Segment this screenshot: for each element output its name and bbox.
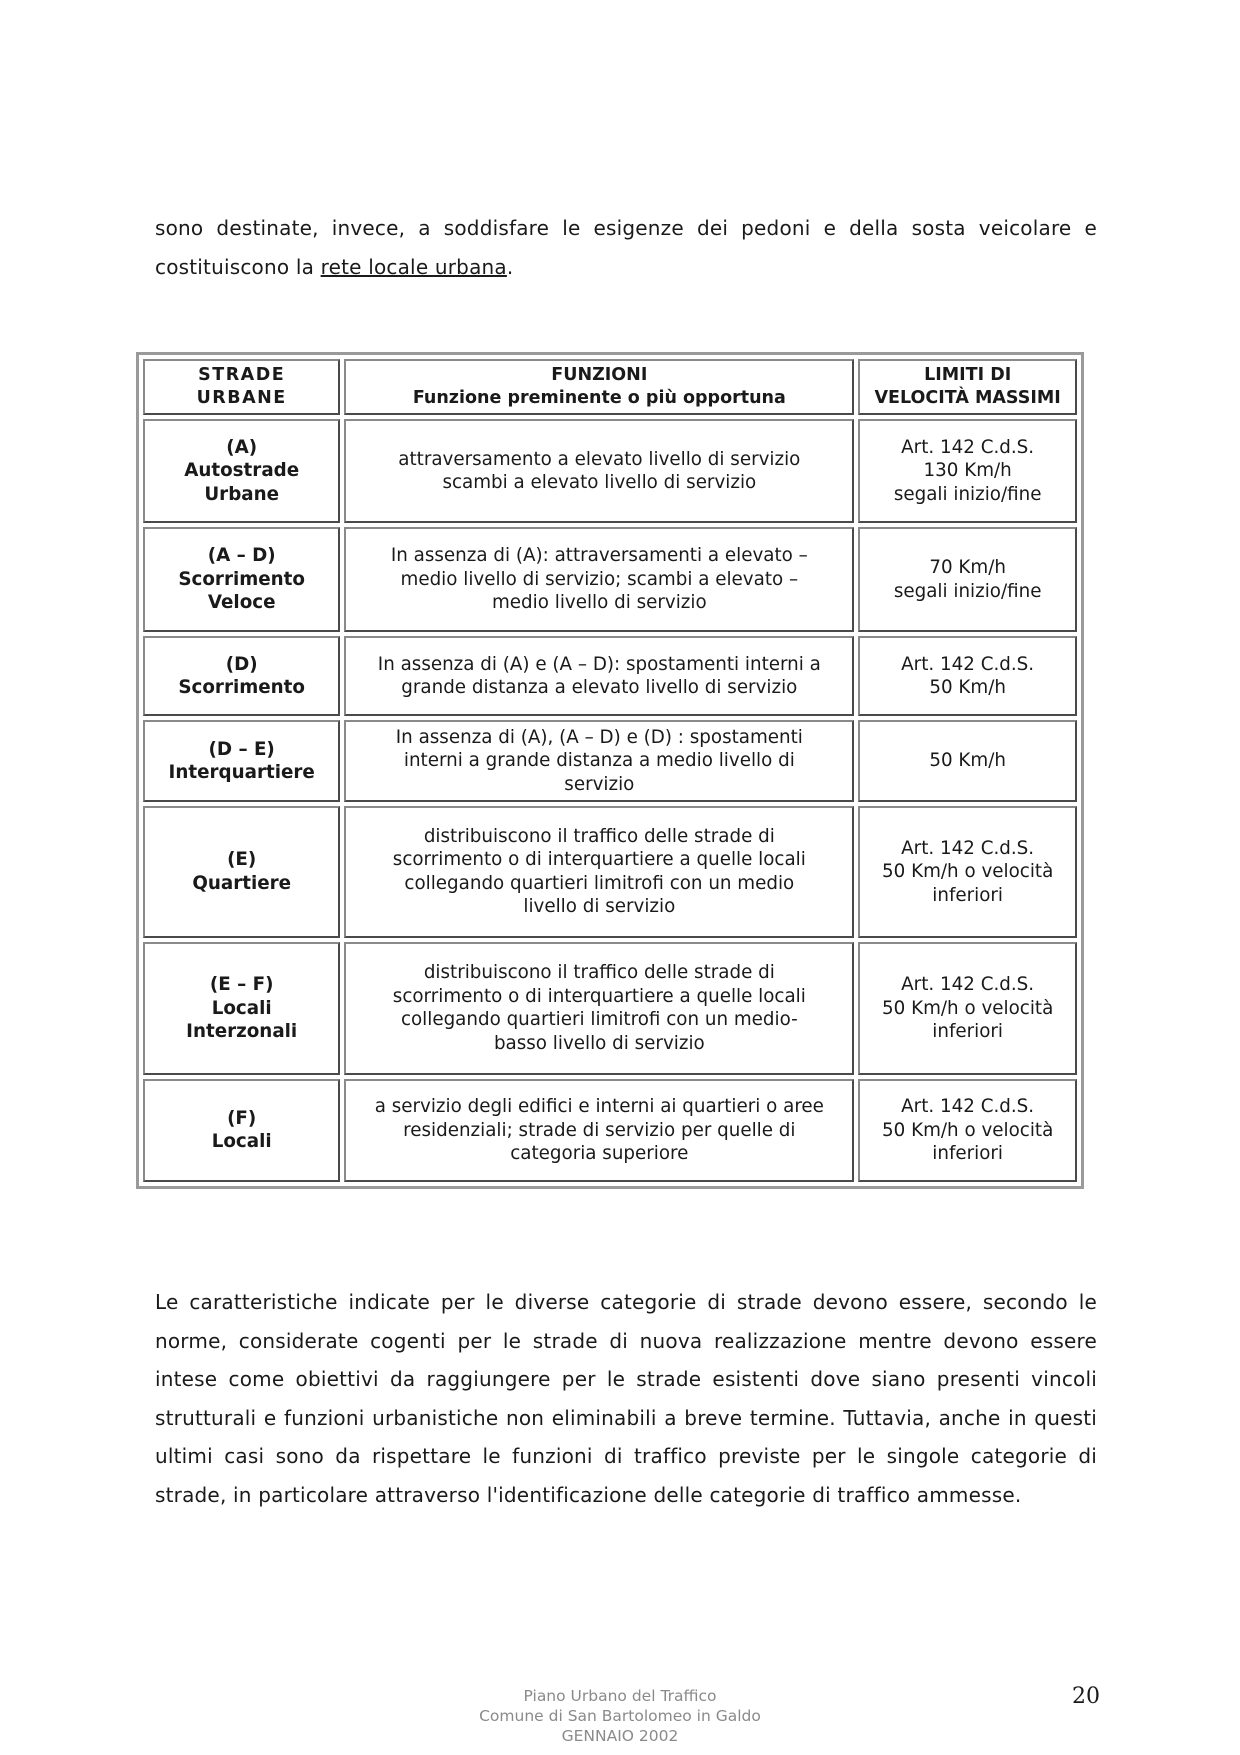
category-cell bbox=[143, 806, 340, 938]
cell-line: In assenza di (A): attraversamenti a elevato – bbox=[390, 545, 808, 567]
header-cell-functions bbox=[344, 359, 854, 415]
table-row bbox=[143, 1079, 1077, 1183]
cell-line: Locali Interzonali bbox=[186, 997, 298, 1043]
cell-line: (E – F) bbox=[209, 974, 274, 996]
limit-cell bbox=[858, 419, 1077, 523]
cell-line: Art. 142 C.d.S. bbox=[901, 436, 1035, 458]
cell-line: 50 Km/h bbox=[929, 750, 1006, 772]
cell-line: interni a grande distanza a medio livello di bbox=[403, 750, 795, 772]
limit-cell bbox=[858, 1079, 1077, 1183]
intro-underlined-term: rete locale urbana bbox=[320, 254, 507, 279]
cell-line: livello di servizio bbox=[523, 896, 676, 918]
cell-line: Scorrimento bbox=[178, 568, 305, 590]
footer-date: GENNAIO 2002 bbox=[561, 1727, 679, 1745]
cell-line: 50 Km/h o velocità bbox=[882, 861, 1054, 883]
cell-line: categoria superiore bbox=[510, 1143, 689, 1164]
header-limits-sublabel: VELOCITÀ MASSIMI bbox=[874, 387, 1061, 408]
intro-paragraph bbox=[155, 209, 1097, 286]
cell-line: basso livello di servizio bbox=[493, 1032, 705, 1054]
cell-line: scambi a elevato livello di servizio bbox=[442, 472, 757, 494]
cell-line: scorrimento o di interquartiere a quelle locali bbox=[392, 985, 806, 1007]
cell-line: 130 Km/h bbox=[923, 460, 1012, 482]
function-cell bbox=[344, 527, 854, 631]
intro-text: sono destinate, invece, a soddisfare le esigenze dei pedoni e della sosta veicolare e costituiscono la bbox=[155, 216, 1097, 279]
cell-line: (D – E) bbox=[208, 738, 275, 760]
limit-cell bbox=[858, 636, 1077, 717]
category-cell bbox=[143, 636, 340, 717]
cell-line: Interquartiere bbox=[168, 762, 315, 784]
cell-line: 50 Km/h o velocità bbox=[882, 997, 1054, 1019]
cell-line: collegando quartieri limitrofi con un medio bbox=[404, 872, 795, 894]
function-cell bbox=[344, 942, 854, 1074]
cell-line: (E) bbox=[227, 849, 257, 871]
intro-end: . bbox=[506, 254, 514, 279]
cell-line: segali inizio/fine bbox=[893, 580, 1042, 602]
header-cell-speed-limits bbox=[858, 359, 1077, 415]
category-cell bbox=[143, 1079, 340, 1183]
table-header-row bbox=[143, 359, 1077, 415]
limit-cell bbox=[858, 720, 1077, 801]
cell-line: grande distanza a elevato livello di servizio bbox=[401, 677, 798, 699]
cell-line: scorrimento o di interquartiere a quelle locali bbox=[392, 849, 806, 871]
cell-line: In assenza di (A), (A – D) e (D) : spostamenti bbox=[395, 726, 803, 748]
cell-line: In assenza di (A) e (A – D): spostamenti interni a bbox=[377, 653, 821, 675]
cell-line: Art. 142 C.d.S. bbox=[901, 653, 1035, 675]
cell-line: (A) bbox=[226, 436, 258, 458]
table-row bbox=[143, 720, 1077, 801]
footer-municipality: Comune di San Bartolomeo in Galdo bbox=[479, 1707, 761, 1725]
cell-line: medio livello di servizio; scambi a elevato – bbox=[400, 568, 799, 590]
header-limits-label: LIMITI DI bbox=[924, 364, 1012, 385]
cell-line: Locali bbox=[211, 1131, 272, 1153]
header-category-label: STRADE URBANE bbox=[196, 364, 287, 408]
limit-cell bbox=[858, 942, 1077, 1074]
road-classification-table bbox=[136, 352, 1084, 1189]
cell-line: 50 Km/h bbox=[929, 677, 1006, 699]
page-number: 20 bbox=[1072, 1684, 1100, 1709]
cell-line: inferiori bbox=[932, 1021, 1004, 1043]
cell-line: inferiori bbox=[932, 884, 1004, 906]
cell-line: servizio bbox=[564, 773, 635, 795]
category-cell bbox=[143, 720, 340, 801]
header-functions-label: FUNZIONI bbox=[551, 364, 648, 385]
cell-line: medio livello di servizio bbox=[492, 592, 707, 614]
table-row bbox=[143, 942, 1077, 1074]
cell-line: Autostrade bbox=[184, 460, 300, 482]
cell-line: Veloce bbox=[207, 592, 276, 614]
table-row bbox=[143, 636, 1077, 717]
cell-line: residenziali; strade di servizio per quelle di bbox=[403, 1119, 796, 1141]
table-row bbox=[143, 806, 1077, 938]
category-cell bbox=[143, 942, 340, 1074]
footer-document-title: Piano Urbano del Traffico bbox=[523, 1687, 717, 1705]
table-row bbox=[143, 419, 1077, 523]
cell-line: Art. 142 C.d.S. bbox=[901, 837, 1035, 859]
limit-cell bbox=[858, 527, 1077, 631]
function-cell bbox=[344, 720, 854, 801]
cell-line: a servizio degli edifici e interni ai quartieri o aree bbox=[374, 1096, 824, 1117]
header-functions-sublabel: Funzione preminente o più opportuna bbox=[412, 387, 786, 408]
closing-paragraph: Le caratteristiche indicate per le diverse categorie di strade devono essere, secondo le norme, considerate cogenti per le strade di nuova realizzazione mentre devono essere intese come obiettivi da raggiungere per le strade esistenti dove siano presenti vincoli strutturali e funzioni urbanistiche non eliminabili a breve termine. Tuttavia, anche in questi ultimi casi sono da rispettare le funzioni di traffico previste per le singole categorie di strade, in particolare attraverso l'identificazione delle categorie di traffico ammesse. bbox=[155, 1290, 1097, 1507]
function-cell bbox=[344, 1079, 854, 1183]
cell-line: 70 Km/h bbox=[929, 557, 1006, 579]
cell-line: collegando quartieri limitrofi con un medio- bbox=[400, 1009, 798, 1031]
category-cell bbox=[143, 419, 340, 523]
cell-line: attraversamento a elevato livello di servizio bbox=[398, 448, 801, 470]
road-table bbox=[139, 355, 1081, 1186]
cell-line: Quartiere bbox=[192, 872, 292, 894]
cell-line: (F) bbox=[227, 1107, 257, 1129]
function-cell bbox=[344, 806, 854, 938]
cell-line: (D) bbox=[225, 653, 258, 675]
cell-line: segali inizio/fine bbox=[893, 483, 1042, 505]
cell-line: inferiori bbox=[932, 1143, 1004, 1164]
cell-line: Art. 142 C.d.S. bbox=[901, 1096, 1035, 1117]
cell-line: Urbane bbox=[204, 483, 280, 505]
header-cell-category bbox=[143, 359, 340, 415]
cell-line: Art. 142 C.d.S. bbox=[901, 974, 1035, 996]
cell-line: 50 Km/h o velocità bbox=[882, 1119, 1054, 1141]
function-cell bbox=[344, 419, 854, 523]
function-cell bbox=[344, 636, 854, 717]
cell-line: (A – D) bbox=[207, 545, 276, 567]
table-row bbox=[143, 527, 1077, 631]
limit-cell bbox=[858, 806, 1077, 938]
cell-line: distribuiscono il traffico delle strade di bbox=[423, 825, 775, 847]
category-cell bbox=[143, 527, 340, 631]
cell-line: distribuiscono il traffico delle strade di bbox=[423, 962, 775, 984]
cell-line: Scorrimento bbox=[178, 677, 305, 699]
